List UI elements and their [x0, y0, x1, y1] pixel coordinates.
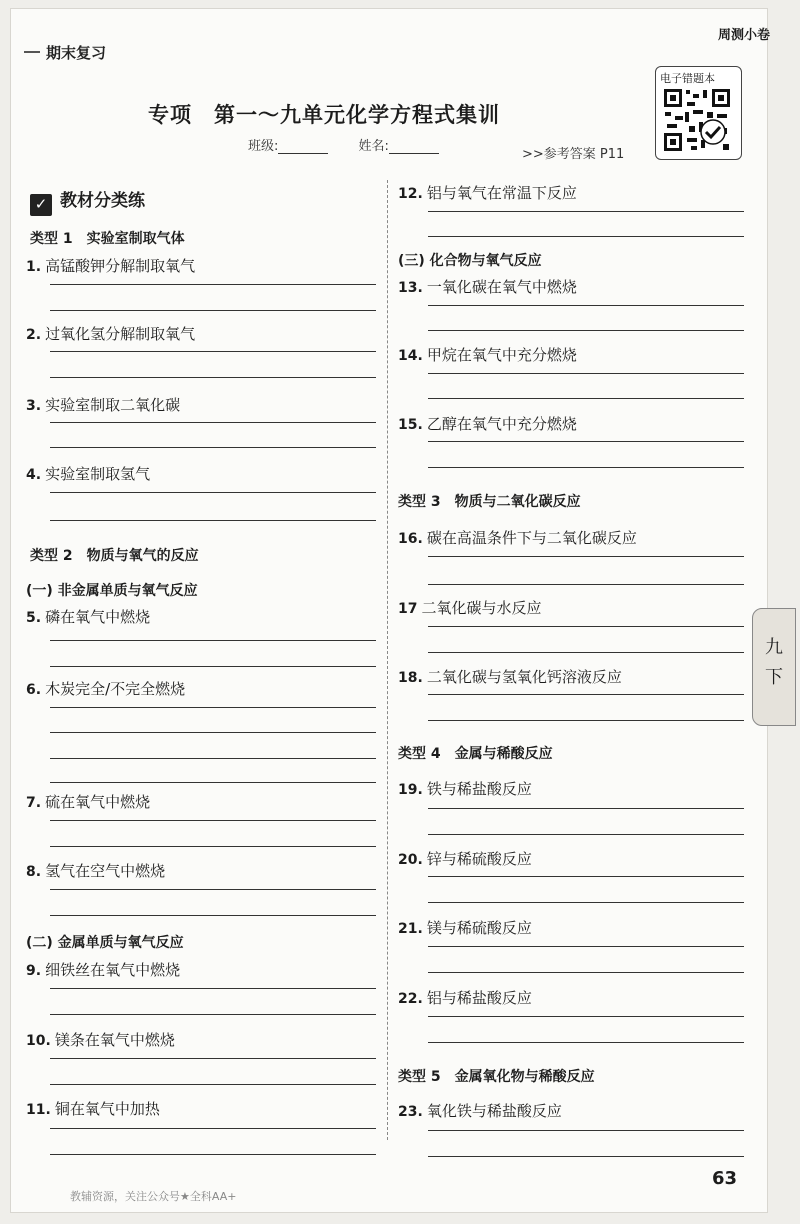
question-item	[398, 848, 532, 869]
subcategory-heading: (一) 非金属单质与氧气反应	[26, 583, 198, 599]
question-text: 过氧化氢分解制取氧气	[45, 325, 196, 343]
question-number: 6.	[26, 682, 42, 698]
qr-label: 电子错题本	[660, 72, 715, 85]
question-item	[398, 276, 577, 297]
question-text: 实验室制取氢气	[45, 465, 151, 483]
side-tab-term: 下	[765, 667, 783, 688]
question-number: 17	[398, 601, 418, 617]
answer-line[interactable]	[428, 626, 744, 627]
question-text: 硫在氧气中燃烧	[45, 793, 151, 811]
class-label: 班级:	[248, 139, 279, 154]
answer-line[interactable]	[428, 652, 744, 653]
question-text: 锌与稀硫酸反应	[426, 850, 532, 868]
answer-line[interactable]	[50, 284, 376, 285]
question-item	[26, 323, 195, 344]
answer-line[interactable]	[428, 876, 744, 877]
page-number: 63	[712, 1168, 738, 1189]
answer-line[interactable]	[50, 846, 376, 847]
question-number: 3.	[26, 398, 42, 414]
grade-side-tab[interactable]	[752, 608, 796, 726]
question-item	[398, 917, 532, 938]
answer-line[interactable]	[50, 1058, 376, 1059]
footer-note: 教辅资源，关注公众号★全科AA+	[70, 1190, 237, 1203]
question-text: 磷在氧气中燃烧	[45, 608, 151, 626]
subcategory-heading: (二) 金属单质与氧气反应	[26, 935, 184, 951]
question-number: 21.	[398, 921, 423, 937]
question-number: 12.	[398, 186, 423, 202]
page-title: 专项 第一～九单元化学方程式集训	[148, 103, 500, 127]
answer-line[interactable]	[50, 732, 376, 733]
question-text: 镁与稀硫酸反应	[426, 919, 532, 937]
question-number: 4.	[26, 467, 42, 483]
question-item	[398, 182, 577, 203]
question-text: 细铁丝在氧气中燃烧	[45, 961, 181, 979]
question-number: 18.	[398, 670, 423, 686]
question-text: 高锰酸钾分解制取氧气	[45, 257, 196, 275]
answer-line[interactable]	[428, 211, 744, 212]
answer-line[interactable]	[50, 640, 376, 641]
question-item	[26, 1098, 160, 1119]
answer-line[interactable]	[428, 694, 744, 695]
answer-line[interactable]	[428, 972, 744, 973]
answer-line[interactable]	[428, 1156, 744, 1157]
question-item	[398, 527, 637, 548]
question-text: 铜在氧气中加热	[54, 1100, 160, 1118]
answer-line[interactable]	[428, 398, 744, 399]
question-item	[398, 1100, 562, 1121]
section-title: 教材分类练	[60, 191, 145, 211]
answer-line[interactable]	[428, 834, 744, 835]
question-item	[26, 463, 150, 484]
answer-line[interactable]	[50, 988, 376, 989]
answer-line[interactable]	[50, 377, 376, 378]
question-item	[398, 344, 577, 365]
question-text: 铝与稀盐酸反应	[426, 989, 532, 1007]
answer-line[interactable]	[428, 946, 744, 947]
question-number: 5.	[26, 610, 42, 626]
question-number: 23.	[398, 1104, 423, 1120]
answer-line[interactable]	[428, 902, 744, 903]
question-text: 实验室制取二氧化碳	[45, 396, 181, 414]
answer-line[interactable]	[50, 1128, 376, 1129]
question-item	[26, 606, 150, 627]
review-tag: 期末复习	[46, 44, 107, 62]
answer-line[interactable]	[50, 758, 376, 759]
question-number: 9.	[26, 963, 42, 979]
answer-line[interactable]	[50, 520, 376, 521]
question-text: 乙醇在氧气中充分燃烧	[426, 415, 577, 433]
name-blank[interactable]	[389, 139, 439, 154]
category-heading: 类型 5 金属氧化物与稀酸反应	[398, 1069, 595, 1085]
answer-line[interactable]	[428, 330, 744, 331]
question-number: 1.	[26, 259, 42, 275]
subcategory-heading: (三) 化合物与氧气反应	[398, 253, 542, 269]
question-text: 氧化铁与稀盐酸反应	[426, 1102, 562, 1120]
question-item	[26, 860, 165, 881]
category-heading: 类型 3 物质与二氧化碳反应	[398, 494, 581, 510]
answer-line[interactable]	[50, 310, 376, 311]
question-number: 15.	[398, 417, 423, 433]
column-divider	[387, 180, 388, 1140]
category-heading: 类型 1 实验室制取气体	[30, 231, 185, 247]
class-blank[interactable]	[278, 139, 328, 154]
answer-line[interactable]	[50, 447, 376, 448]
question-item	[398, 413, 577, 434]
answer-line[interactable]	[428, 720, 744, 721]
answer-line[interactable]	[428, 1016, 744, 1017]
answer-line[interactable]	[50, 351, 376, 352]
answer-line[interactable]	[50, 1014, 376, 1015]
section-heading	[30, 186, 145, 216]
question-text: 二氧化碳与氢氧化钙溶液反应	[426, 668, 622, 686]
question-number: 14.	[398, 348, 423, 364]
answer-line[interactable]	[428, 305, 744, 306]
question-text: 铝与氧气在常温下反应	[426, 184, 577, 202]
answer-line[interactable]	[428, 808, 744, 809]
question-number: 19.	[398, 782, 423, 798]
question-item	[26, 791, 150, 812]
question-number: 16.	[398, 531, 423, 547]
answer-line[interactable]	[50, 820, 376, 821]
answer-line[interactable]	[428, 373, 744, 374]
question-number: 7.	[26, 795, 42, 811]
question-text: 甲烷在氧气中充分燃烧	[426, 346, 577, 364]
answer-line[interactable]	[50, 1154, 376, 1155]
check-box-icon: ✓	[30, 194, 52, 216]
name-label: 姓名:	[358, 139, 389, 154]
answer-line[interactable]	[50, 707, 376, 708]
answer-line[interactable]	[428, 584, 744, 585]
category-heading: 类型 4 金属与稀酸反应	[398, 746, 553, 762]
question-item	[398, 666, 622, 687]
question-number: 11.	[26, 1102, 51, 1118]
answer-line[interactable]	[50, 492, 376, 493]
answer-reference: >>参考答案 P11	[522, 147, 625, 162]
answer-line[interactable]	[428, 1130, 744, 1131]
side-tab-grade: 九	[765, 637, 783, 658]
weekly-label: 周测小卷	[717, 28, 770, 43]
question-text: 碳在高温条件下与二氧化碳反应	[426, 529, 637, 547]
question-item	[398, 778, 532, 799]
question-item	[26, 959, 180, 980]
question-number: 20.	[398, 852, 423, 868]
answer-line[interactable]	[428, 1042, 744, 1043]
category-heading: 类型 2 物质与氧气的反应	[30, 548, 199, 564]
answer-line[interactable]	[428, 236, 744, 237]
question-text: 木炭完全/不完全燃烧	[45, 680, 186, 698]
answer-line[interactable]	[428, 441, 744, 442]
answer-line[interactable]	[50, 915, 376, 916]
answer-line[interactable]	[50, 666, 376, 667]
question-number: 10.	[26, 1033, 51, 1049]
question-text: 铁与稀盐酸反应	[426, 780, 532, 798]
question-item	[26, 255, 195, 276]
question-item	[26, 678, 185, 699]
question-number: 22.	[398, 991, 423, 1007]
question-text: 氢气在空气中燃烧	[45, 862, 166, 880]
answer-line[interactable]	[428, 556, 744, 557]
question-number: 2.	[26, 327, 42, 343]
question-item	[398, 987, 532, 1008]
class-name-line	[248, 135, 465, 154]
question-text: 镁条在氧气中燃烧	[54, 1031, 175, 1049]
answer-line[interactable]	[50, 782, 376, 783]
answer-line[interactable]	[50, 889, 376, 890]
answer-line[interactable]	[428, 467, 744, 468]
question-text: 二氧化碳与水反应	[421, 599, 542, 617]
question-item	[26, 394, 180, 415]
question-number: 13.	[398, 280, 423, 296]
question-text: 一氧化碳在氧气中燃烧	[426, 278, 577, 296]
qr-code-icon[interactable]	[663, 88, 731, 152]
answer-line[interactable]	[50, 1084, 376, 1085]
question-number: 8.	[26, 864, 42, 880]
question-item	[26, 1029, 175, 1050]
question-item	[398, 597, 542, 618]
answer-line[interactable]	[50, 422, 376, 423]
